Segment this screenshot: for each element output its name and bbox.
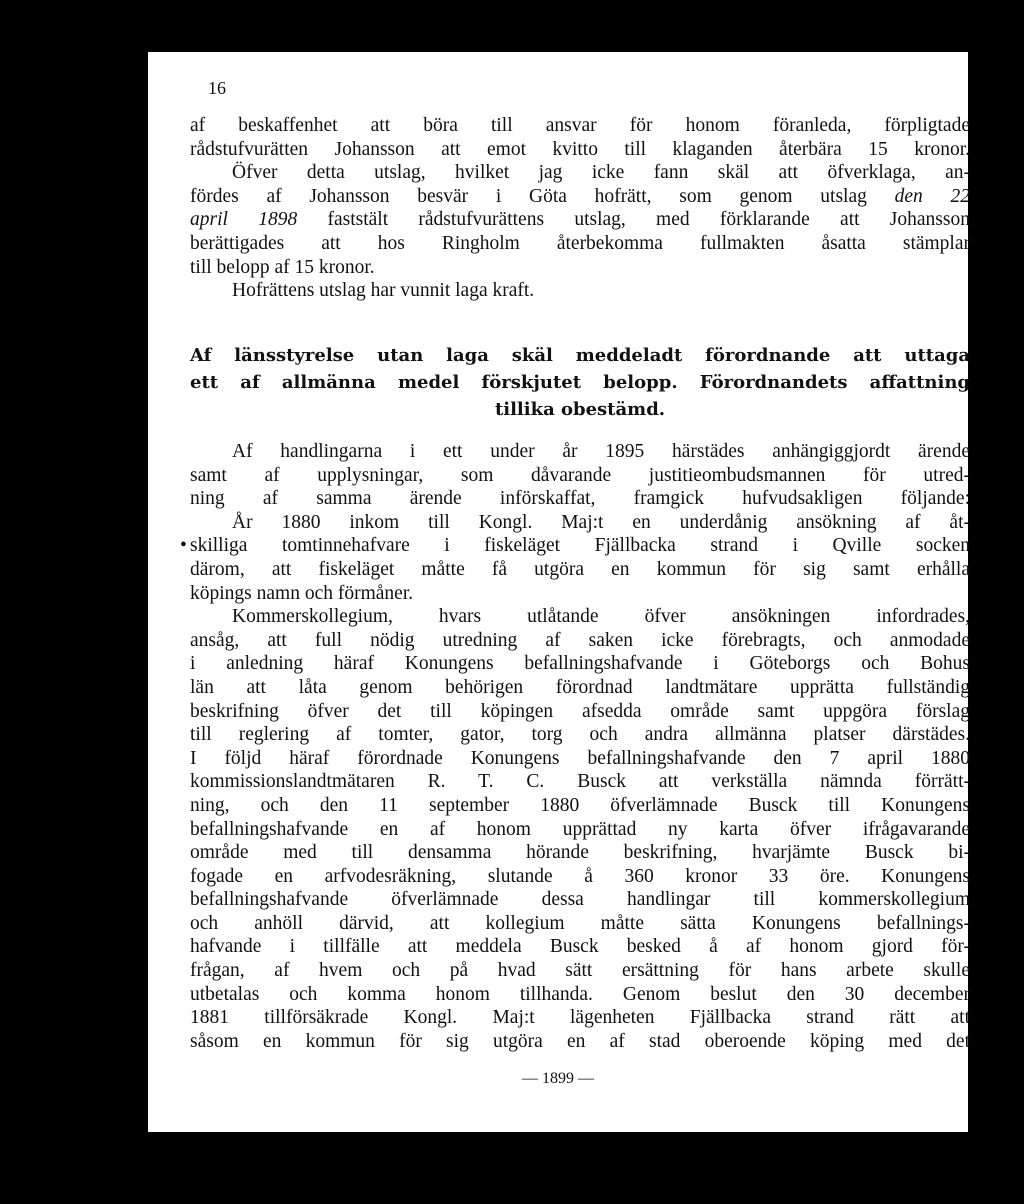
heading-line: ett af allmänna medel förskjutet belopp. Förordnandets affattning xyxy=(190,372,970,393)
italic-date-part: den 22 xyxy=(894,185,970,207)
text-line: i anledning häraf Konungens befallningshafvande i Göteborgs och Bohus xyxy=(190,653,970,675)
margin-mark: • xyxy=(180,535,187,557)
italic-date-part: april 1898 xyxy=(190,209,298,231)
text-line: ning af samma ärende införskaffat, framgick hufvudsakligen följande: xyxy=(190,488,970,510)
text-line: kommissionslandtmätaren R. T. C. Busck att verkställa nämnda förrätt- xyxy=(190,771,970,793)
page-number: 16 xyxy=(208,78,226,98)
paragraph-fjallbacka-case xyxy=(180,440,970,1053)
text-line: Af handlingarna i ett under år 1895 härstädes anhängiggjordt ärende xyxy=(232,441,970,462)
text-line: Hofrättens utslag har vunnit laga kraft. xyxy=(232,280,535,302)
text-line xyxy=(190,208,970,232)
text-line: utbetalas och komma honom tillhanda. Genom beslut den 30 december xyxy=(190,983,970,1005)
text-line: 1881 tillförsäkrade Kongl. Maj:t lägenheten Fjällbacka strand rätt att xyxy=(190,1007,970,1029)
heading-line: Af länsstyrelse utan laga skäl meddeladt förordnande att uttaga xyxy=(190,345,970,366)
page-footer-year: — 1899 — xyxy=(522,1070,594,1087)
text-line: befallningshafvande en af honom upprättad ny karta öfver ifrågavarande xyxy=(190,818,970,840)
text-line: till belopp af 15 kronor. xyxy=(190,256,375,278)
text-line: beskrifning öfver det till köpingen afsedda område samt uppgöra förslag xyxy=(190,700,970,722)
text-line: till reglering af tomter, gator, torg och andra allmänna platser därstädes. xyxy=(190,724,970,746)
text-line: År 1880 inkom till Kongl. Maj:t en underdånig ansökning af åt- xyxy=(232,511,970,533)
text-line: och anhöll därvid, att kollegium måtte sätta Konungens befallnings- xyxy=(190,912,970,934)
text-line: köpings namn och förmåner. xyxy=(190,582,414,604)
text-line-part: skilliga tomtinnehafvare i fiskeläget Fjällbacka strand i Qville socken xyxy=(190,535,970,557)
text-line: Kommerskollegium, hvars utlåtande öfver ansökningen infordrades, xyxy=(232,606,970,628)
text-line: fogade en arfvodesräkning, slutande å 360 kronor 33 öre. Konungens xyxy=(190,865,970,887)
paragraph-court-ruling xyxy=(190,114,970,303)
section-heading xyxy=(190,342,970,423)
text-line-part: fördes af Johansson besvär i Göta hofrätt, som genom utslag xyxy=(190,185,867,207)
text-line: län att låta genom behörigen förordnad landtmätare upprätta fullständig xyxy=(190,676,970,698)
text-line: berättigades att hos Ringholm återbekomma fullmakten åsatta stämplar xyxy=(190,232,970,254)
text-line: ning, och den 11 september 1880 öfverlämnade Busck till Konungens xyxy=(190,794,970,816)
text-line: hafvande i tillfälle att meddela Busck besked å af honom gjord för- xyxy=(190,936,970,958)
text-line: därom, att fiskeläget måtte få utgöra en kommun för sig samt erhålla xyxy=(190,558,970,580)
text-line: område med till densamma hörande beskrifning, hvarjämte Busck bi- xyxy=(190,842,970,864)
text-line: frågan, af hvem och på hvad sätt ersättning för hans arbete skulle xyxy=(190,960,970,982)
document-page xyxy=(148,52,968,1132)
text-line: af beskaffenhet att böra till ansvar för honom föranleda, förpligtade xyxy=(190,115,970,136)
text-line: befallningshafvande öfverlämnade dessa handlingar till kommerskollegium xyxy=(190,889,970,911)
text-line: ansåg, att full nödig utredning af saken icke förebragts, och anmodade xyxy=(190,629,970,651)
heading-line: tillika obestämd. xyxy=(494,399,666,420)
text-line xyxy=(180,534,970,558)
text-line: såsom en kommun för sig utgöra en af stad oberoende köping med det xyxy=(190,1030,970,1052)
text-line: samt af upplysningar, som dåvarande justitieombudsmannen för utred- xyxy=(190,464,970,486)
text-line: rådstufvurätten Johansson att emot kvitto till klaganden återbära 15 kronor. xyxy=(190,138,970,160)
text-line: I följd häraf förordnade Konungens befallningshafvande den 7 april 1880 xyxy=(190,747,970,769)
text-line xyxy=(190,185,970,209)
text-line-part: faststält rådstufvurättens utslag, med förklarande att Johansson xyxy=(327,209,970,231)
text-line: Öfver detta utslag, hvilket jag icke fann skäl att öfverklaga, an- xyxy=(232,162,970,184)
